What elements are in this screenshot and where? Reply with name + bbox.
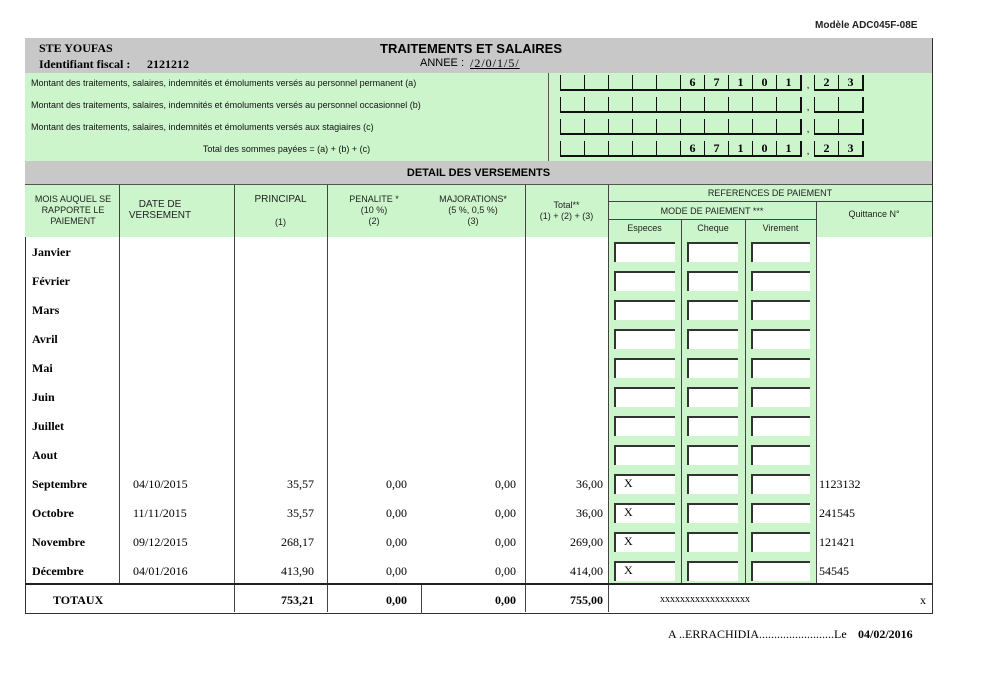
digit-cell[interactable] [608,97,632,113]
cheque-input[interactable] [687,358,738,378]
month: Février [32,274,70,288]
digit-cell[interactable] [680,97,704,113]
cheque-input[interactable] [687,503,738,523]
cheque-input[interactable] [687,387,738,407]
header-virement: Virement [762,223,799,233]
virement-input[interactable] [751,561,810,581]
month: Juin [32,390,55,404]
month: Octobre [32,506,74,520]
virement-input[interactable] [751,532,810,552]
total-references: xxxxxxxxxxxxxxxxxx [660,594,750,605]
table-row [25,382,932,411]
decimal-separator: , [806,80,810,91]
header-mode: MODE DE PAIEMENT *** [660,206,764,216]
month: Juillet [32,419,64,433]
amount-digits[interactable] [560,120,864,135]
header-principal: PRINCIPAL [254,194,307,205]
decimal-cell[interactable]: 3 [838,75,864,91]
header-penalite-n: (2) [368,216,380,226]
total-majorations: 0,00 [495,593,516,607]
digit-cell[interactable]: 7 [704,75,728,91]
month: Septembre [32,477,88,491]
cheque-input[interactable] [687,445,738,465]
header-principal-n: (1) [275,217,286,227]
especes-input[interactable] [614,358,675,378]
principal: 268,17 [281,535,314,549]
header-majorations-pct: (5 %, 0,5 %) [448,205,498,215]
digit-cell[interactable] [584,141,608,157]
header-date: DATE DE VERSEMENT [128,199,192,221]
especes-input[interactable]: X [614,561,675,581]
digit-cell[interactable] [752,119,776,135]
penalite: 0,00 [386,477,407,491]
footer-date: 04/02/2016 [858,627,913,641]
digit-cell[interactable] [584,97,608,113]
header-cheque: Cheque [697,223,729,233]
decimal-cell[interactable]: 2 [814,141,838,157]
total: 36,00 [576,477,603,491]
decimal-separator: , [806,124,810,135]
column-headers [25,185,932,237]
digit-cell[interactable] [656,141,680,157]
payment-date: 04/10/2015 [133,477,188,491]
virement-input[interactable] [751,416,810,436]
penalite: 0,00 [386,535,407,549]
especes-input[interactable]: X [614,532,675,552]
table-row [25,498,932,527]
digit-cell[interactable] [656,97,680,113]
amount-row [25,95,932,118]
digit-cell[interactable] [632,97,656,113]
year-value: /2/0/1/5/ [470,56,520,70]
digit-cell[interactable]: 1 [728,141,752,157]
month: Avril [32,332,58,346]
virement-input[interactable] [751,503,810,523]
quittance-number: 1123132 [819,477,861,491]
cheque-input[interactable] [687,532,738,552]
decimal-separator: , [806,102,810,113]
digit-cell[interactable]: 1 [728,75,752,91]
virement-input[interactable] [751,358,810,378]
principal: 35,57 [287,506,314,520]
majorations: 0,00 [495,564,516,578]
especes-input[interactable] [614,242,675,262]
table-row [25,324,932,353]
table-row [25,353,932,382]
especes-input[interactable] [614,271,675,291]
totals-row [25,583,932,614]
digit-cell[interactable] [632,119,656,135]
digit-cell[interactable] [656,75,680,91]
quittance-number: 121421 [819,535,855,549]
total-total: 755,00 [570,593,603,607]
year-label: ANNEE : [420,57,465,69]
amount-digits[interactable] [560,142,864,157]
detail-header [25,161,932,185]
totals-label: TOTAUX [53,593,104,607]
header-majorations-n: (3) [467,216,479,226]
decimal-cell[interactable]: 3 [838,141,864,157]
month: Mars [32,303,60,317]
especes-input[interactable] [614,387,675,407]
cheque-input[interactable] [687,329,738,349]
amount-label: Total des sommes payées = (a) + (b) + (c) [202,144,371,154]
virement-input[interactable] [751,329,810,349]
table-row [25,556,932,585]
header-quittance: Quittance N° [848,209,900,219]
cheque-input[interactable] [687,242,738,262]
quittance-number: 241545 [819,506,855,520]
table-row [25,237,932,266]
especes-input[interactable] [614,416,675,436]
table-row [25,295,932,324]
majorations: 0,00 [495,477,516,491]
amount-digits[interactable] [560,76,864,91]
digit-cell[interactable]: 1 [776,75,802,91]
digit-cell[interactable] [776,97,802,113]
digit-cell[interactable] [560,75,584,91]
penalite: 0,00 [386,564,407,578]
digit-cell[interactable] [752,97,776,113]
table-row [25,411,932,440]
digit-cell[interactable] [608,75,632,91]
digit-cell[interactable] [608,119,632,135]
digit-cell[interactable] [656,119,680,135]
digit-cell[interactable] [728,97,752,113]
cheque-input[interactable] [687,416,738,436]
month: Mai [32,361,53,375]
virement-input[interactable] [751,300,810,320]
digit-cell[interactable] [560,97,584,113]
digit-cell[interactable] [560,119,584,135]
especes-input[interactable] [614,445,675,465]
model-reference: Modèle ADC045F-08E [815,20,918,31]
virement-input[interactable] [751,387,810,407]
table-row [25,440,932,469]
decimal-cell[interactable] [814,119,838,135]
virement-input[interactable] [751,242,810,262]
digit-cell[interactable]: 6 [680,75,704,91]
total: 269,00 [570,535,603,549]
amount-label: Montant des traitements, salaires, indemnités et émoluments versés au personnel permanent (a) [31,78,417,88]
amount-row [25,117,932,140]
digit-cell[interactable] [776,119,802,135]
digit-cell[interactable] [584,75,608,91]
cheque-input[interactable] [687,474,738,494]
decimal-cell[interactable] [838,97,864,113]
especes-input[interactable]: X [614,474,675,494]
amount-digits[interactable] [560,98,864,113]
fiscal-id-label: Identifiant fiscal : [39,57,131,71]
table-row [25,527,932,556]
fiscal-id-value: 2121212 [147,57,189,71]
month: Aout [32,448,58,462]
table-row [25,469,932,498]
digit-cell[interactable] [560,141,584,157]
total-end-mark: x [920,593,926,607]
form-header [25,38,932,74]
digit-cell[interactable] [632,141,656,157]
digit-cell[interactable] [704,119,728,135]
header-penalite-pct: (10 %) [360,205,388,215]
month: Novembre [32,535,86,549]
amount-row [25,73,932,96]
digit-cell[interactable] [728,119,752,135]
digit-cell[interactable]: 0 [752,75,776,91]
header-majorations: MAJORATIONS* [439,194,507,204]
virement-input[interactable] [751,474,810,494]
especes-input[interactable]: X [614,503,675,523]
total: 36,00 [576,506,603,520]
digit-cell[interactable] [608,141,632,157]
especes-input[interactable] [614,300,675,320]
table-row [25,266,932,295]
quittance-number: 54545 [819,564,849,578]
month: Janvier [32,245,71,259]
decimal-separator: , [806,146,810,157]
form-title: TRAITEMENTS ET SALAIRES [380,41,563,56]
payment-date: 04/01/2016 [133,564,188,578]
payment-date: 11/11/2015 [133,506,187,520]
total-principal: 753,21 [281,593,314,607]
payment-date: 09/12/2015 [133,535,188,549]
majorations: 0,00 [495,506,516,520]
penalite: 0,00 [386,506,407,520]
cheque-input[interactable] [687,300,738,320]
amount-label: Montant des traitements, salaires, indemnités et émoluments versés aux stagiaires (c) [31,122,374,132]
amount-label: Montant des traitements, salaires, indemnités et émoluments versés au personnel occasionnel (b) [31,100,421,110]
decimal-cell[interactable]: 2 [814,75,838,91]
virement-input[interactable] [751,271,810,291]
digit-cell[interactable]: 6 [680,141,704,157]
decimal-cell[interactable] [814,97,838,113]
header-total: Total** [553,200,580,210]
header-mois: MOIS AUQUEL SE RAPPORTE LE PAIEMENT [34,194,112,226]
majorations: 0,00 [495,535,516,549]
footer-place: A ..ERRACHIDIA.........................Le [668,627,847,641]
especes-input[interactable] [614,329,675,349]
digit-cell[interactable] [680,119,704,135]
digit-cell[interactable] [584,119,608,135]
digit-cell[interactable]: 7 [704,141,728,157]
virement-input[interactable] [751,445,810,465]
principal: 35,57 [287,477,314,491]
amount-row [25,139,932,162]
header-references: REFERENCES DE PAIEMENT [707,188,833,198]
header-penalite: PENALITE * [349,194,399,204]
digit-cell[interactable]: 0 [752,141,776,157]
header-total-formula: (1) + (2) + (3) [539,211,594,221]
digit-cell[interactable] [704,97,728,113]
digit-cell[interactable]: 1 [776,141,802,157]
total-penalite: 0,00 [386,593,407,607]
header-especes: Especes [627,223,662,233]
decimal-cell[interactable] [838,119,864,135]
month: Décembre [32,564,84,578]
company-name: STE YOUFAS [39,41,113,55]
cheque-input[interactable] [687,271,738,291]
detail-title: DETAIL DES VERSEMENTS [406,167,551,179]
cheque-input[interactable] [687,561,738,581]
total: 414,00 [570,564,603,578]
principal: 413,90 [281,564,314,578]
digit-cell[interactable] [632,75,656,91]
